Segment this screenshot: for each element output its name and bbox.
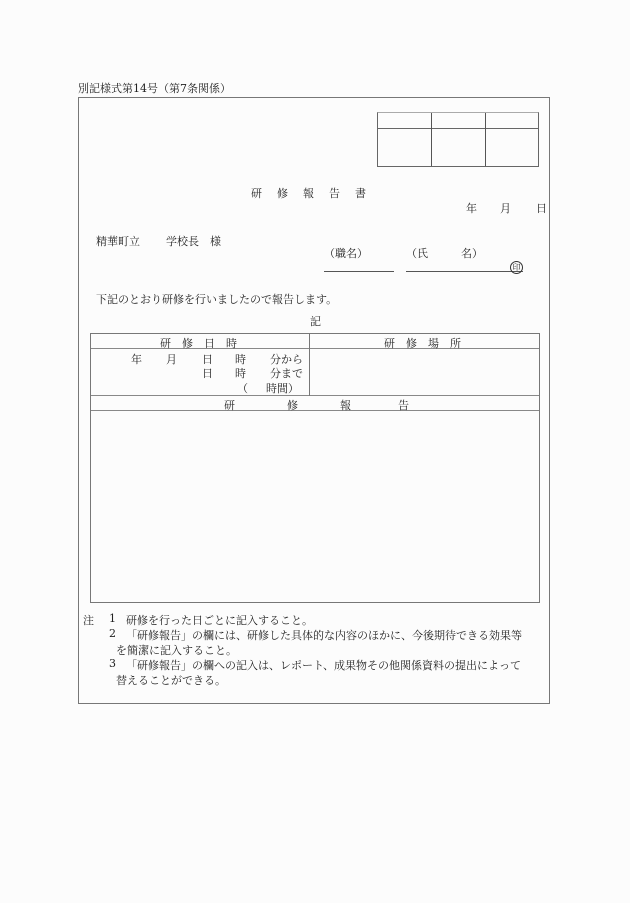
date-day: 日 [536, 202, 547, 215]
report-header-1: 研 [224, 399, 235, 412]
stamp-divider [378, 128, 538, 129]
report-header-2: 修 [287, 399, 298, 412]
start-day[interactable]: 日 [202, 353, 213, 366]
note-3-line-1: 「研修報告」の欄への記入は、レポート、成果物その他関係資料の提出によって [126, 659, 522, 672]
note-1-line-1: 研修を行った日ごとに記入すること。 [126, 614, 313, 627]
seal-icon: 印 [510, 261, 523, 274]
datetime-header: 研 修 日 時 [160, 337, 237, 350]
place-header: 研 修 場 所 [384, 337, 461, 350]
note-3-line-2: 替えることができる。 [116, 674, 226, 687]
addressee-town: 精華町立 [96, 235, 140, 248]
date-month: 月 [500, 202, 511, 215]
report-table [90, 333, 540, 603]
note-1-num: 1 [109, 612, 116, 625]
place-field[interactable] [310, 349, 539, 395]
duration-hours[interactable]: 時間） [266, 382, 299, 395]
note-2-line-2: を簡潔に記入すること。 [116, 644, 237, 657]
start-hour[interactable]: 時 [235, 353, 246, 366]
duration-open: （ [237, 382, 248, 395]
notes-label: 注 [83, 614, 94, 627]
stamp-col-divider [431, 113, 432, 166]
report-header-4: 告 [398, 399, 409, 412]
position-field[interactable] [324, 271, 394, 272]
start-minute[interactable]: 分から [270, 353, 303, 366]
end-hour[interactable]: 時 [235, 367, 246, 380]
ki-label: 記 [310, 315, 321, 328]
form-number: 別記様式第14号（第7条関係） [78, 82, 231, 95]
approval-stamp-box [377, 112, 539, 167]
note-3-num: 3 [109, 657, 116, 670]
report-header-3: 報 [340, 399, 351, 412]
date-year: 年 [466, 202, 477, 215]
report-body-field[interactable] [91, 411, 539, 602]
end-day[interactable]: 日 [202, 367, 213, 380]
start-month[interactable]: 月 [166, 353, 177, 366]
note-2-line-1: 「研修報告」の欄には、研修した具体的な内容のほかに、今後期待できる効果等 [126, 629, 522, 642]
intro-text: 下記のとおり研修を行いましたので報告します。 [96, 293, 338, 306]
note-2-num: 2 [109, 627, 116, 640]
start-year[interactable]: 年 [131, 353, 142, 366]
seal-mark [510, 260, 523, 274]
end-minute[interactable]: 分まで [270, 367, 303, 380]
page-title: 研 修 報 告 書 [251, 187, 368, 200]
addressee-principal: 学校長 様 [166, 235, 221, 248]
row-divider [91, 395, 539, 396]
stamp-col-divider [485, 113, 486, 166]
name-field[interactable] [406, 271, 523, 272]
name-label: （氏 名） [406, 247, 483, 260]
position-label: （職名） [324, 247, 368, 260]
